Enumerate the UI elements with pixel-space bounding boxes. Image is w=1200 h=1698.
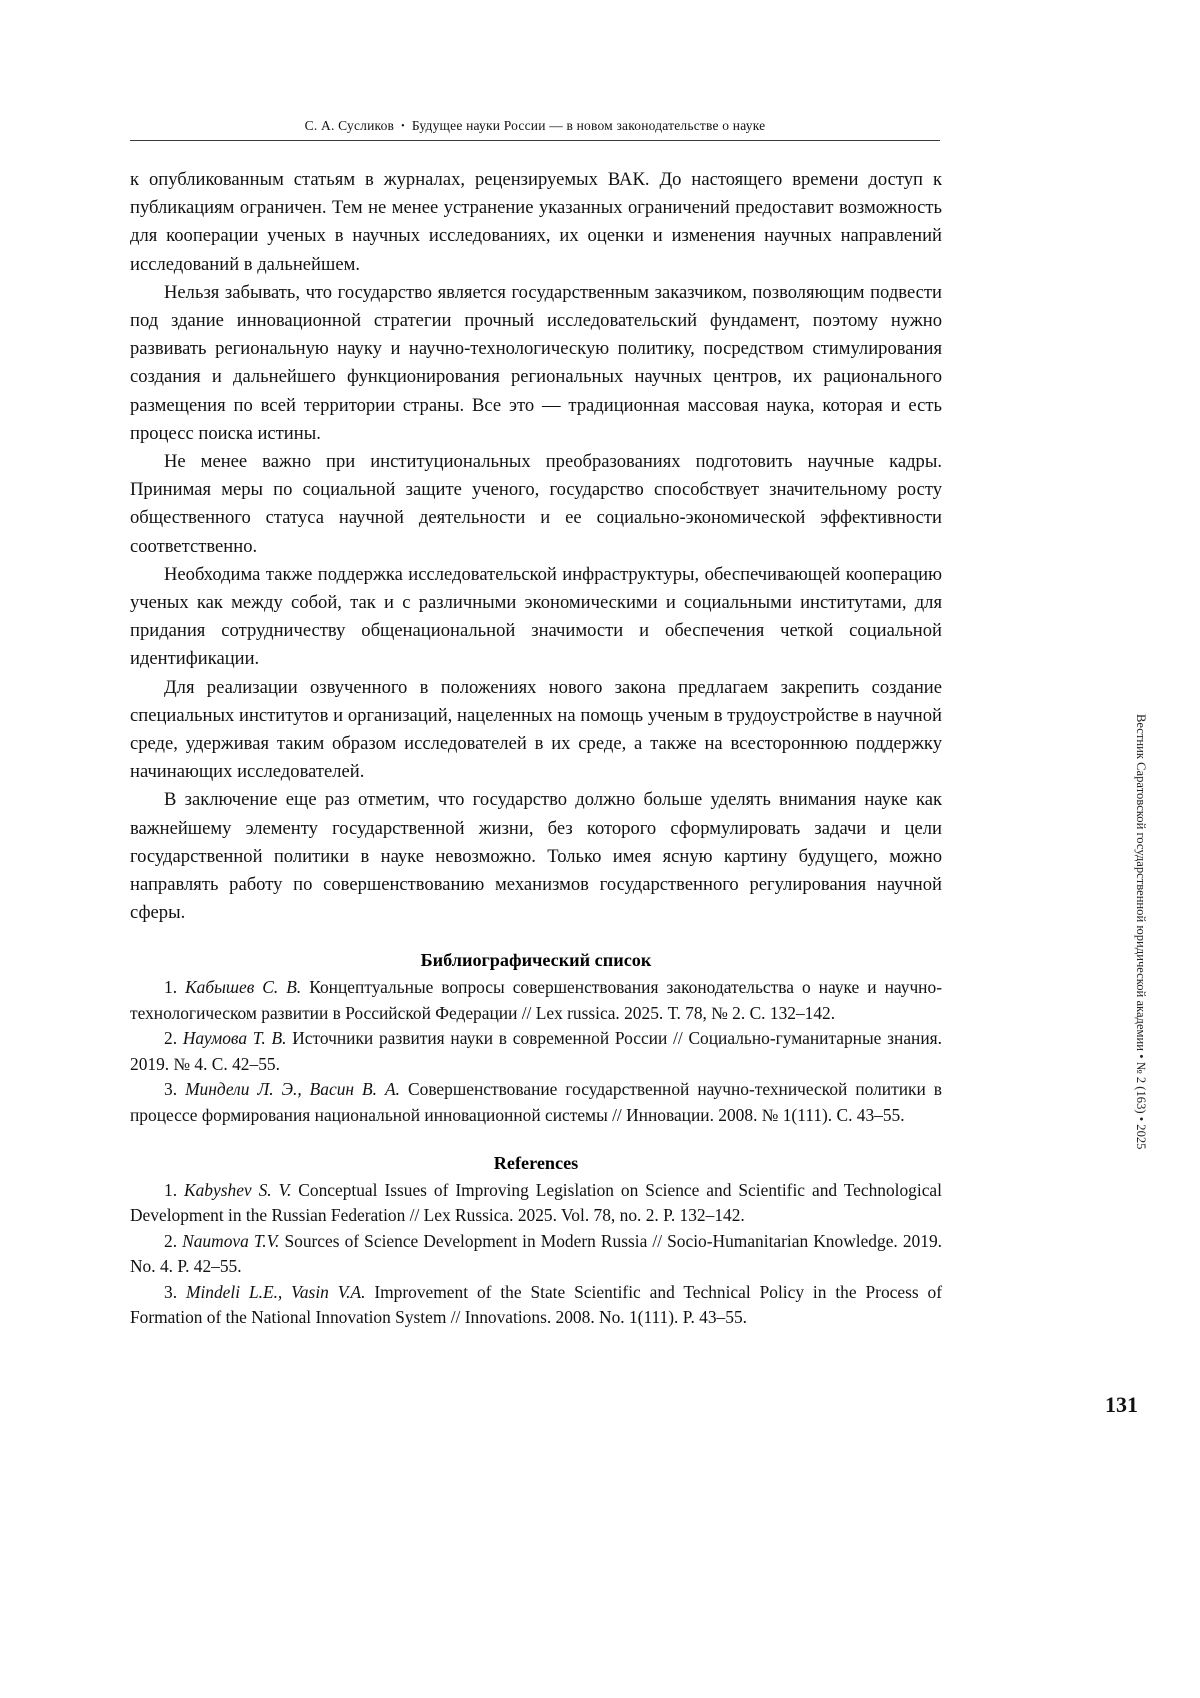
bibliography-item-text: Источники развития науки в современной России // Социально-гуманитарные знания. 2019. № 4. С. 42–55. [130,1028,943,1074]
reference-item-authors: Kabyshev S. V. [184,1179,292,1200]
paragraph: Не менее важно при институциональных преобразованиях подготовить научные кадры. Принимая меры по социальной защите ученого, государство способствует значительному росту общественного статуса научной деятельности и ее социально-экономической эффективности соответственно. [130,451,942,557]
bibliography-item-text: Концептуальные вопросы совершенствования законодательства о науке и научно-технологическом развитии в Российской Федерации // Lex russica. 2025. Т. 78, № 2. С. 132–142. [130,977,942,1023]
bibliography-item-authors: Кабышев С. В. [185,977,302,998]
bibliography-item [130,1077,942,1128]
reference-item-number: 3. [164,1281,178,1302]
reference-item-text: Improvement of the State Scientific and Technical Policy in the Process of Formation of the National Innovation System // Innovations. 2008. No. 1(111). P. 43–55. [130,1281,942,1327]
bibliography-item-number: 1. [164,977,178,998]
bibliography-item [130,975,942,1026]
page-number: 131 [1105,1392,1138,1417]
bibliography-item-authors: Миндели Л. Э., Васин В. А. [185,1079,401,1100]
reference-item [130,1280,942,1331]
reference-item-authors: Naumova T.V. [182,1230,280,1251]
reference-item [130,1229,942,1280]
bibliography-item-number: 3. [164,1079,178,1100]
article-body [130,166,942,1330]
paragraph: Необходима также поддержка исследовательской инфраструктуры, обеспечивающей кооперацию ученых как между собой, так и с различными экономическими и социальными институтами, для придания сотрудничеству общенациональной значимости и обеспечения четкой социальной идентификации. [130,563,942,670]
bibliography-item [130,1026,942,1077]
running-head-separator: • [401,121,405,133]
bibliography-heading: Библиографический список [420,950,652,971]
reference-item-number: 1. [164,1179,178,1200]
header-divider [130,140,940,141]
bibliography-item-text: Совершенствование государственной научно-технической политики в процессе формирования национальной инновационной системы // Инновации. 2008. № 1(111). С. 43–55. [130,1079,942,1125]
paragraph: В заключение еще раз отметим, что государство должно больше уделять внимания науке как важнейшему элементу государственной жизни, без которого сформулировать задачи и цели государственной политики в науке невозможно. Только имея ясную картину будущего, можно направлять работу по совершенствованию механизмов государственного регулирования научной сферы. [130,789,942,924]
running-head [130,118,940,134]
reference-item-text: Sources of Science Development in Modern Russia // Socio-Humanitarian Knowledge. 2019. No. 4. P. 42–55. [130,1230,942,1277]
reference-item-authors: Mindeli L.E., Vasin V.A. [185,1281,366,1302]
reference-item-number: 2. [164,1230,178,1251]
paragraph: Нельзя забывать, что государство является государственным заказчиком, позволяющим подвести под здание инновационной стратегии прочный исследовательский фундамент, поэтому нужно развивать региональную науку и научно-технологическую политику, посредством стимулирования создания и дальнейшего функционирования региональных научных центров, их рационального размещения по всей территории страны. Все это — традиционная массовая наука, которая и есть процесс поиска истины. [130,281,942,444]
journal-side-caption [1134,714,1158,1314]
paragraph: к опубликованным статьям в журналах, рецензируемых ВАК. До настоящего времени доступ к публикациям ограничен. Тем не менее устранение указанных ограничений предоставит возможность для кооперации ученых в научных исследованиях, их оценки и изменения научных направлений исследований в дальнейшем. [130,169,942,275]
running-head-author: С. А. Сусликов [304,118,395,133]
paragraph: Для реализации озвученного в положениях нового закона предлагаем закрепить создание специальных институтов и организаций, нацеленных на помощь ученым в трудоустройстве в научной среде, удерживая таким образом исследователей в их среде, а также на всестороннюю поддержку начинающих исследователей. [130,676,942,783]
bibliography-item-authors: Наумова Т. В. [182,1028,287,1049]
reference-item-text: Conceptual Issues of Improving Legislation on Science and Scientific and Technological Development in the Russian Federation // Lex Russica. 2025. Vol. 78, no. 2. P. 132–142. [130,1179,942,1226]
references-heading: References [493,1152,579,1173]
journal-side-caption-text: Вестник Саратовской государственной юридической академии • № 2 (163) • 2025 [1134,714,1148,1150]
running-head-title: Будущее науки России — в новом законодательстве о науке [411,118,766,133]
reference-item [130,1178,942,1229]
bibliography-item-number: 2. [164,1028,178,1049]
